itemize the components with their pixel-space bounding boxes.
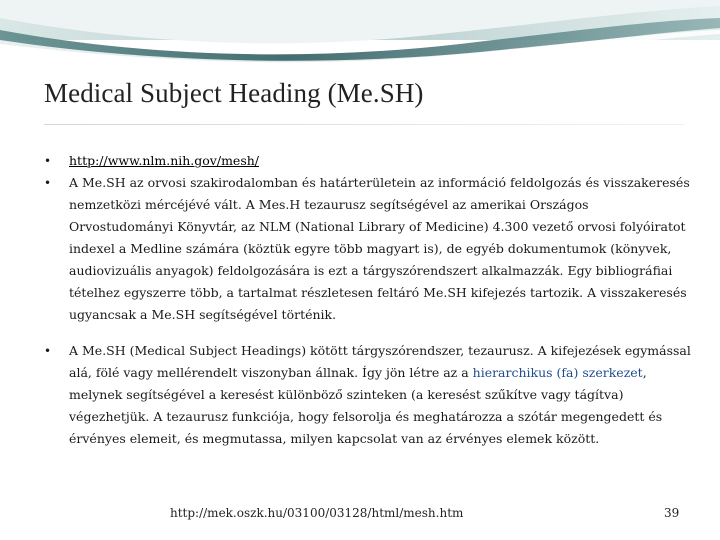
title-divider [44,124,684,125]
page-number: 39 [664,506,680,520]
bullet-item [44,150,694,172]
mesh-link[interactable]: http://www.nlm.nih.gov/mesh/ [69,153,259,168]
bullet-text-part: A Me.SH (Medical Subject Headings) kötött tárgyszórendszer, tezaurusz. A kifejezések egymással alá, fölé vagy mellérendelt viszonyban állnak. Így jön létre az a [69,343,691,380]
bullet-item [44,172,694,326]
bullet-dot-icon: • [44,176,52,190]
bullet-dot-icon: • [44,154,52,168]
slide-content [44,150,694,450]
slide-title: Medical Subject Heading (Me.SH) [44,78,424,108]
bullet-item [44,340,694,450]
header-banner [0,0,720,66]
bullet-dot-icon: • [44,344,52,358]
bullet-text: A Me.SH az orvosi szakirodalomban és határterületein az információ feldolgozás és visszakeresés nemzetközi mércéjévé vált. A Mes.H tezaurusz segítségével az amerikai Országos Orvostudományi Könyvtár, az NLM (National Library of Medicine) 4.300 vezető orvosi folyóiratot indexel a Medline számára (köztük egyre több magyart is), de egyéb dokumentumok (könyvek, audiovizuális anyagok) feldolgozására is ezt a tárgyszórendszert alkalmazzák. Egy bibliográfiai tételhez egyszerre több, a tartalmat részletesen feltáró Me.SH kifejezés tartozik. A visszakeresés ugyancsak a Me.SH segítségével történik. [69,175,690,322]
bullet-text-part: , melynek segítségével a keresést különböző szinteken (a keresést szűkítve vagy tágítva) végezhetjük. A tezaurusz funkciója, hogy felsorolja és meghatározza a szótár megengedett és érvényes elemeit, és megmutassa, milyen kapcsolat van az érvényes elemek között. [69,365,663,446]
hierarchy-highlight: hierarchikus (fa) szerkezet [472,365,643,380]
footer-source-url: http://mek.oszk.hu/03100/03128/html/mesh.htm [170,506,464,520]
